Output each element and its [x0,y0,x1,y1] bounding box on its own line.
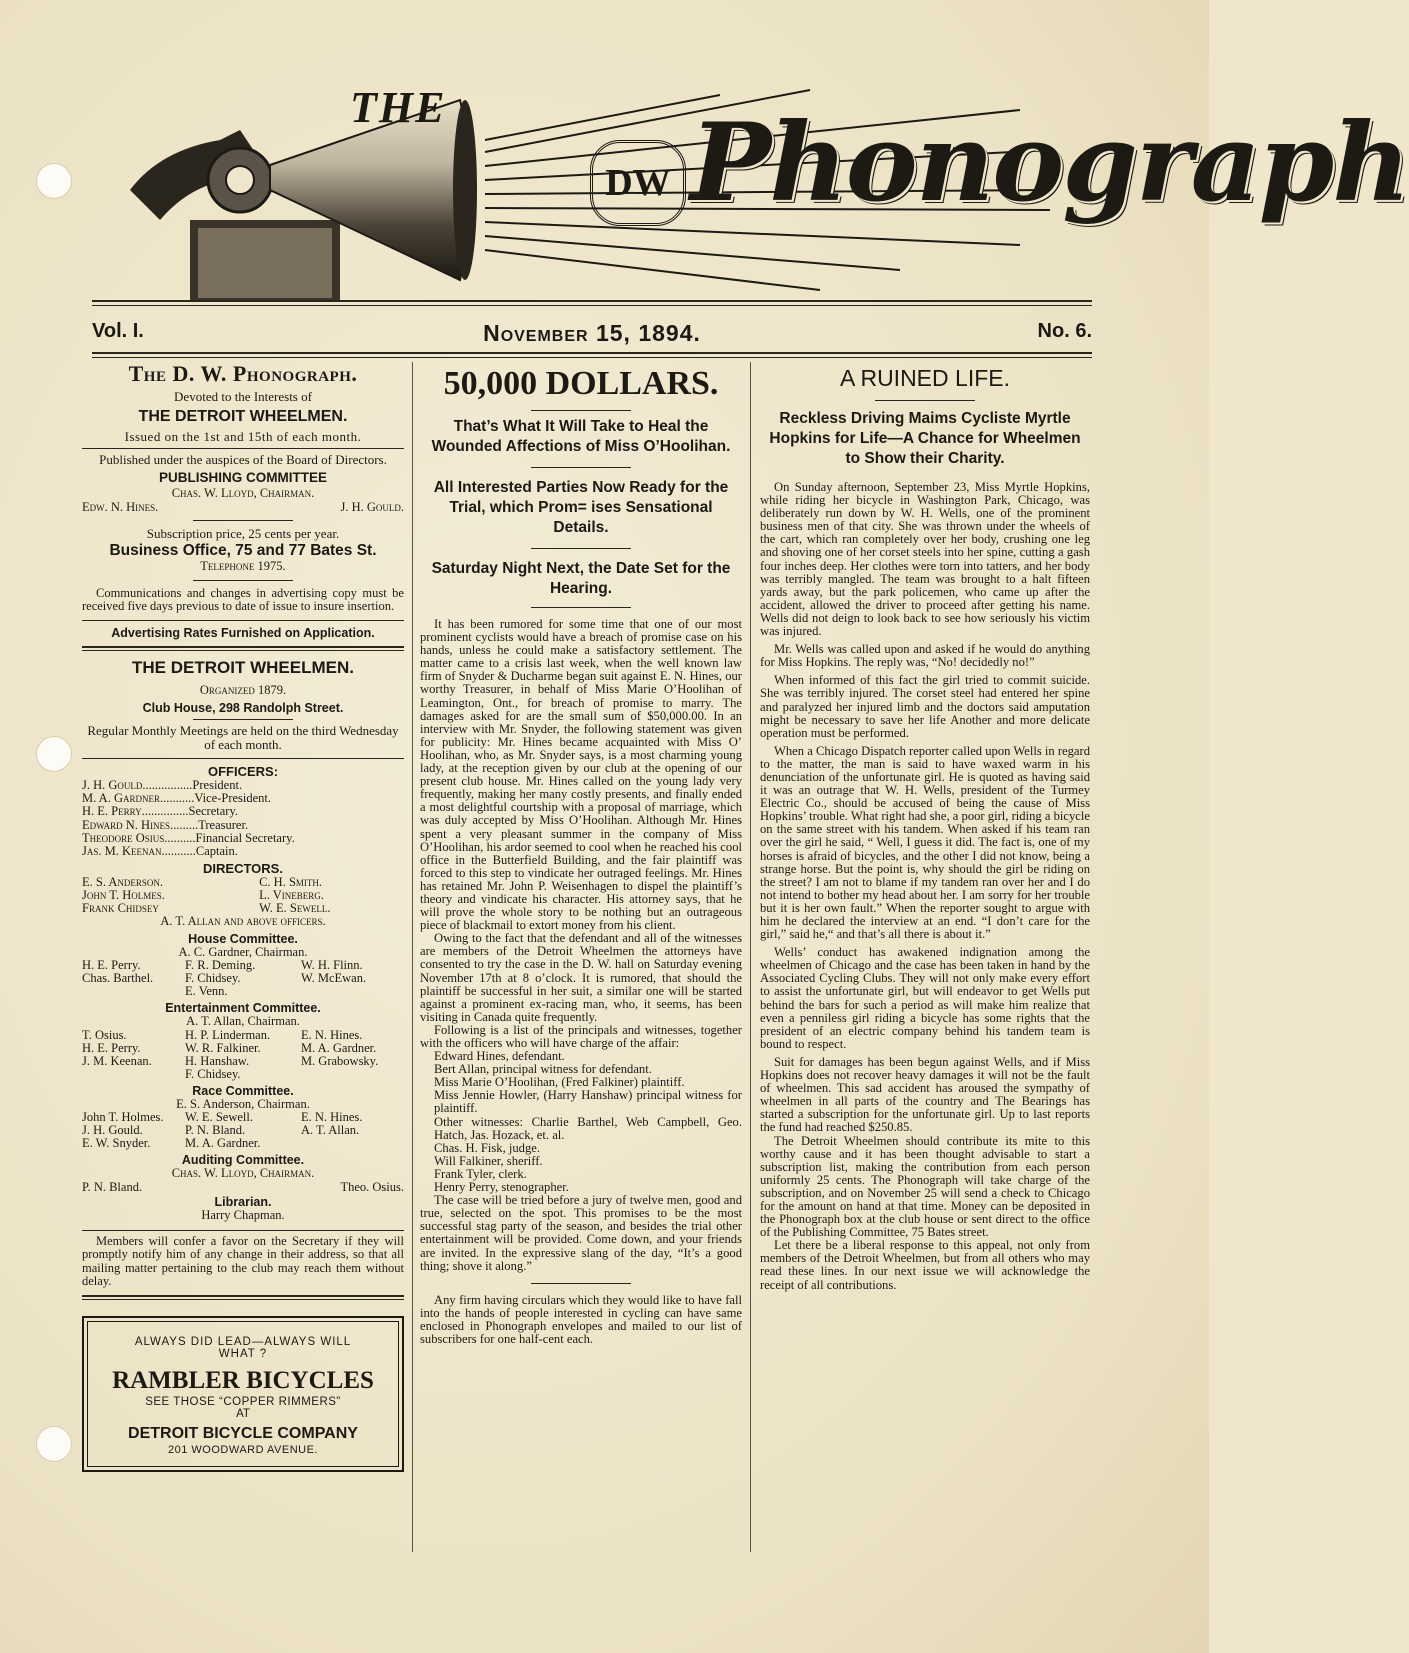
dateline [92,320,1092,350]
officer-dots: .......... [164,830,196,845]
deck-heal-affections: That’s What It Will Take to Heal the Wounded Affections of Miss O’Hoolihan. [431,418,731,455]
committee-row [82,1042,404,1055]
committee-row [82,972,404,985]
headline-50000-dollars: 50,000 DOLLARS. [443,365,719,402]
principal-entry: Miss Marie O’Hoolihan, (Fred Falkiner) plaintiff. [434,1075,685,1090]
dateline-rule [92,352,1092,358]
committee-member: M. Grabowsky. [300,1053,379,1068]
divider [531,467,631,468]
committee-member: F. R. Deming. [185,958,256,973]
article-paragraph: On Sunday afternoon, September 23, Miss Myrtle Hopkins, while riding her bicycle in Washington Park, Chicago, was deliberately run down by W. H. Wells, one of the prominent business men of that city. She was thrown under the wheels of the cart, which ran completely over her body, crushing one leg and shoving one of her corset steels into her spine, cutting a gash four inches deep. Her clothes were torn into tatters, and her body was terribly mangled. The team was brought to a halt fifteen yards away, but the park policemen, who came up after the accident, allowed the driver to proceed after getting his name. Wells did not deign to look back to see how seriously his victim was injured. [760,480,1090,639]
club-name: THE DETROIT WHEELMEN. [138,408,348,425]
director-name: L. Vineberg. [259,888,324,903]
divider [82,1230,404,1231]
director-name: John T. Holmes. [82,888,165,903]
committee-member: E. N. Hines. [300,1110,363,1125]
divider [82,620,404,621]
auditing-committee-chairman: Chas. W. Lloyd, Chairman. [171,1166,315,1181]
divider [531,548,631,549]
officer-row [82,805,404,818]
divider [531,607,631,608]
committee-row [82,1068,404,1081]
publishing-member: J. H. Gould. [340,499,404,514]
committee-row [82,985,404,998]
committee-member: P. N. Bland. [82,1179,143,1194]
organized-line: Organized 1879. [199,682,287,697]
officer-role: President. [192,778,243,792]
divider [82,758,404,759]
director-name: E. S. Anderson. [82,875,164,890]
masthead-title: Phonograph [690,100,1409,226]
race-committee-heading: Race Committee. [192,1083,294,1098]
committee-member: E. N. Hines. [300,1027,363,1042]
article-body [760,481,1090,1292]
ad-question: WHAT ? [218,1347,268,1360]
committee-member: E. Venn. [185,984,228,999]
divider [82,448,404,449]
issue-number: No. 6. [1037,320,1092,342]
article-paragraph: Wells’ conduct has awakened indignation among the wheelmen of Chicago and the case has been taken in hand by the Associated Cycling Clubs. They will not only make every effort to assist the unfortunate girl, but will endeavor to get Wells put behind the bars for such a period as will make him realize that even a penniless girl riding a bicycle has some rights that the president of an electric company behind his tandem team is bound to respect. [760,945,1090,1051]
committee-member: F. Chidsey. [185,1066,241,1081]
committee-member [301,1068,404,1081]
article-body [420,618,742,1346]
committee-member [301,985,404,998]
committee-member: J. M. Keenan. [82,1053,152,1068]
officer-dots: ................ [142,778,193,792]
column-ruined-life [760,362,1090,1292]
officers-heading: OFFICERS: [207,764,279,779]
committee-member [82,1068,185,1081]
subscription-price: Subscription price, 25 cents per year. [146,526,340,541]
auditing-members [82,1181,404,1195]
article-paragraph: Let there be a liberal response to this appeal, not only from members of the Detroit Wheelmen, but from all others who may read these lines. In our next issue we will acknowledge the receipt of all contributions. [760,1238,1090,1292]
principal-entry: Other witnesses: Charlie Barthel, Web Campbell, Geo. Hatch, Jas. Hozack, et. al. [434,1114,742,1142]
ad-see-those: SEE THOSE “COPPER RIMMERS” [145,1395,341,1408]
committee-member [82,985,185,998]
article-paragraph: When a Chicago Dispatch reporter called upon Wells in regard to the matter, the man is said to have waxed warm in his denunciation of the unfortunate girl. He is quoted as having said it was an outrage that W. H. Wells, president of the Turmey Electric Co., should be accused of being the cause of Miss Hopkins’ trouble. What right had she, a poor girl, riding a bicycle on the same street with his tandem. When asked if his team ran over the girl he said, “ Well, I guess it did. The fact is, one of my horses is afraid of bicycles, and the other I did not know, being a strange horse. But the point is, why should the girl be riding on the street? I am not to blame if my tandem ran over her and I do not intend to bother my head about her. I am sorry for her trouble but it is her own fault.” When the reporter sought to argue with him he declared the interview at an end. “I don’t care for the girl,” said he,“ and that’s all there is about it.” [760,743,1090,942]
divider [82,646,404,651]
divider [875,400,975,401]
column-masthead-info [82,362,404,1472]
article-paragraph: The case will be tried before a jury of twelve men, good and true, selected on the spot. This promises to be the most successful stag party of the season, and besides the trial other entertainment will be provided. Come down, and your friends are invited. In the expressive slang of the day, “It’s a good thing; shove it along.” [420,1193,742,1273]
masthead-the: THE [350,83,447,132]
deck-reckless-driving: Reckless Driving Maims Cycliste Myrtle Hopkins for Life—A Chance for Wheelmen to Show their Charity. [769,410,1081,467]
directors-footer: A. T. Allan and above officers. [160,914,326,929]
article-paragraph: It has been rumored for some time that one of our most prominent cyclists would have a breach of promise case on his hands, unless he could make a satisfactory settlement. The matter came to a crisis last week, when the well known law firm of Snyder & Ducharme began suit against E. N. Hines, our worthy Treasurer, in behalf of Miss Marie O’Hoolihan of Leamington, Ont., for breach of promise to marry. The damages asked for are the small sum of $50,000.00. In an interview with Mr. Snyder, the following statement was given for publicity: Mr. Hines became acquainted with Miss O’ Hoolihan, who, as Mr. Snyder says, is a most charming young lady, at the reception given by our club at the opening of our present club house. Mr. Hines called on the young lady very frequently, making her many costly presents, and finally ended a most delightful courtship with a proposal of marriage, which was duly accepted by Miss O’Hoolihan. Although Mr. Hines spent a very pleasant summer in the company of Miss O’Hoolihan, his ardor seemed to cool when he reached his cool office in the Butterfield Building, and the fair plaintiff was forced to this step to vindicate her outraged feelings. Mr. Hines has retained Mr. John P. Weisenhagen to dispel the plaintiff’s theory and vindicate his character. His attorney says, that he will prove the whole story to be nothing but an outrageous piece of blackmail to extort money from his client. [420,617,742,933]
devoted-line: Devoted to the Interests of [174,389,312,404]
binder-hole [36,1426,72,1462]
principal-entry: Frank Tyler, clerk. [434,1166,527,1181]
divider [193,580,293,581]
committee-row [82,1137,404,1150]
committee-row [82,1055,404,1068]
masthead-rule [92,300,1092,306]
director-name: C. H. Smith. [259,875,323,890]
column-rule [412,362,413,1552]
ad-tagline: ALWAYS DID LEAD—ALWAYS WILL [134,1335,352,1348]
director-name: Frank Chidsey [82,901,159,916]
business-office: Business Office, 75 and 77 Bates St. [109,542,377,559]
auditing-committee-heading: Auditing Committee. [181,1153,305,1168]
house-committee-chairman: A. C. Gardner, Chairman. [178,944,308,959]
publishing-committee-heading: PUBLISHING COMMITTEE [159,470,327,485]
binder-hole [36,163,72,199]
officers-list [82,779,404,858]
issue-date: November 15, 1894. [483,320,701,346]
advertising-rates: Advertising Rates Furnished on Application. [111,625,375,640]
ad-company: DETROIT BICYCLE COMPANY [128,1424,358,1442]
communications-notice: Communications and changes in advertising copy must be received five days previous to date of issue to insure insertion. [82,585,404,613]
entertainment-committee-chairman: A. T. Allan, Chairman. [186,1014,300,1029]
club-house-address: Club House, 298 Randolph Street. [142,701,344,715]
deck-trial-ready: All Interested Parties Now Ready for the Trial, which Prom= ises Sensational Details. [433,479,729,536]
members-notice: Members will confer a favor on the Secretary if they will promptly notify him of any change in their address, so that all mailing matter pertaining to the club may reach them without delay. [82,1233,404,1289]
principal-entry: Henry Perry, stenographer. [434,1180,569,1195]
phonograph-cabinet-panel [198,228,332,298]
circulars-notice: Any firm having circulars which they would like to have fall into the hands of people interested in cycling can have same enclosed in Phonograph envelopes and mailed to our list of subscribers for one half-cent each. [420,1292,742,1346]
column-50000-dollars [420,362,742,1346]
paper-title: The D. W. Phonograph. [128,361,358,386]
principal-entry: Chas. H. Fisk, judge. [434,1140,541,1155]
horn-mouth [453,100,477,280]
officer-row [82,819,404,832]
officer-dots: ............... [141,804,189,819]
publishing-member: Edw. N. Hines. [82,499,159,514]
published-under: Published under the auspices of the Board of Directors. [99,452,387,467]
divider [193,520,293,521]
officer-name: Theodore Osius [82,830,165,845]
committee-member: J. H. Gould. [82,1123,143,1138]
committee-member: T. Osius. [82,1027,127,1042]
committee-member: E. W. Snyder. [82,1136,151,1151]
divider [531,1283,631,1284]
article-paragraph: Mr. Wells was called upon and asked if he would do anything for Miss Hopkins. The reply was, “No! decidedly no!” [760,642,1090,670]
officer-name: H. E. Perry [82,804,142,819]
officer-role: Treasurer. [198,817,249,832]
committee-member: Theo. Osius. [340,1179,404,1194]
entertainment-committee-heading: Entertainment Committee. [165,1001,321,1016]
divider [193,719,293,720]
ad-address: 201 WOODWARD AVENUE. [168,1443,318,1456]
publishing-members [82,501,404,515]
committee-member: H. E. Perry. [82,958,141,973]
officer-role: Secretary. [188,804,239,819]
telephone: Telephone 1975. [200,559,286,573]
committee-member: W. E. Sewell. [185,1110,253,1125]
officer-dots: ........... [159,791,195,806]
divider [531,410,631,411]
committee-member: H. Hanshaw. [185,1053,250,1068]
club-heading: THE DETROIT WHEELMEN. [132,657,354,677]
deck-saturday-hearing: Saturday Night Next, the Date Set for the Hearing. [431,560,731,597]
dw-monogram: DW [590,140,686,226]
committee-member: W. R. Falkiner. [185,1040,261,1055]
committee-row [82,1029,404,1042]
officer-name: M. A. Gardner [82,791,160,806]
committee-member: John T. Holmes. [82,1110,164,1125]
meetings-line: Regular Monthly Meetings are held on the third Wednesday of each month. [87,723,399,752]
article-paragraph: Following is a list of the principals and witnesses, together with the officers who will have charge of the affair: [420,1022,742,1050]
principals-list [420,1050,742,1194]
committee-member: Chas. Barthel. [82,971,154,986]
officer-name: J. H. Gould [82,778,143,792]
principal-entry: Bert Allan, principal witness for defendant. [434,1062,652,1077]
article-paragraph: When informed of this fact the girl tried to commit suicide. She was terribly injured. The corset steel had entered her spine and paralyzed her injured limb and the doctors said amputation might be necessary to save her life Another and more delicate operation must be performed. [760,673,1090,740]
headline-ruined-life: A RUINED LIFE. [840,365,1010,391]
committee-member [301,1137,404,1150]
officer-name: Edward N. Hines [82,817,171,832]
officer-row [82,845,404,858]
director-name: W. E. Sewell. [259,901,331,916]
article-paragraph: Owing to the fact that the defendant and all of the witnesses are members of the Detroit Wheelmen the attorneys have consented to try the case in the D. W. hall on Saturday evening November 17th at 8 o’clock. It is rumored, that should the plaintiff be successful in her suit, a similar one will be started against a prominent ex-racing man, who, it seems, has been visiting in Canada quite frequently. [420,931,742,1024]
principal-entry: Edward Hines, defendant. [434,1049,565,1064]
principal-entry: Miss Jennie Howler, (Harry Hanshaw) principal witness for plaintiff. [434,1088,742,1116]
committee-member: M. A. Gardner. [185,1136,261,1151]
committee-member: W. McEwan. [300,971,367,986]
publishing-chairman: Chas. W. Lloyd, Chairman. [171,486,315,500]
committee-member: M. A. Gardner. [300,1040,377,1055]
officer-role: Captain. [195,844,238,859]
committee-member: A. T. Allan. [300,1123,360,1138]
committees [82,932,404,1195]
officer-dots: ........... [161,844,196,859]
ad-inner-frame [87,1321,399,1467]
committee-member: H. P. Linderman. [185,1027,271,1042]
librarian-heading: Librarian. [214,1195,272,1210]
committee-member: P. N. Bland. [185,1123,246,1138]
divider [82,1295,404,1300]
article-paragraph: The Detroit Wheelmen should contribute its mite to this worthy cause and it has been thought advisable to start a subscription list, making the contribution from each person uniformly 25 cents. The Phonograph will take charge of the subscription, and on November 25 will send a check to Chicago for the amount on hand at that time. Money can be deposited in the Phonograph box at the club house or sent direct to the office of the Publishing Committee, 75 Bates street. [760,1133,1090,1240]
phonograph-hub [226,166,254,194]
race-committee-chairman: E. S. Anderson, Chairman. [176,1096,310,1111]
officer-role: Financial Secretary. [195,830,295,845]
house-committee-heading: House Committee. [188,931,298,946]
committee-member: H. E. Perry. [82,1040,141,1055]
binder-hole [36,736,72,772]
librarian-name: Harry Chapman. [201,1208,285,1223]
ad-brand: RAMBLER BICYCLES [112,1366,374,1394]
principal-entry: Will Falkiner, sheriff. [434,1153,543,1168]
ad-at: AT [236,1407,250,1420]
directors-list [82,876,404,915]
article-paragraph: Suit for damages has been begun against Wells, and if Miss Hopkins does not recover heavy damages it will not be the fault of wheelmen. This sad accident has aroused the sympathy of wheelmen in all parts of the country and The Bearings has started a subscription for the unfortunate girl. Up to last reports the fund had reached $250.85. [760,1054,1090,1135]
committee-member: F. Chidsey. [185,971,241,986]
officer-role: Vice-President. [194,791,272,806]
committee-member: W. H. Flinn. [300,958,363,973]
officer-dots: ......... [170,817,199,832]
masthead [120,70,1409,300]
volume-label: Vol. I. [92,320,144,342]
issued-line: Issued on the 1st and 15th of each month. [124,429,362,444]
officer-name: Jas. M. Keenan [82,844,162,859]
directors-heading: DIRECTORS. [203,861,283,877]
rambler-bicycles-ad [82,1316,404,1472]
column-rule [750,362,751,1552]
